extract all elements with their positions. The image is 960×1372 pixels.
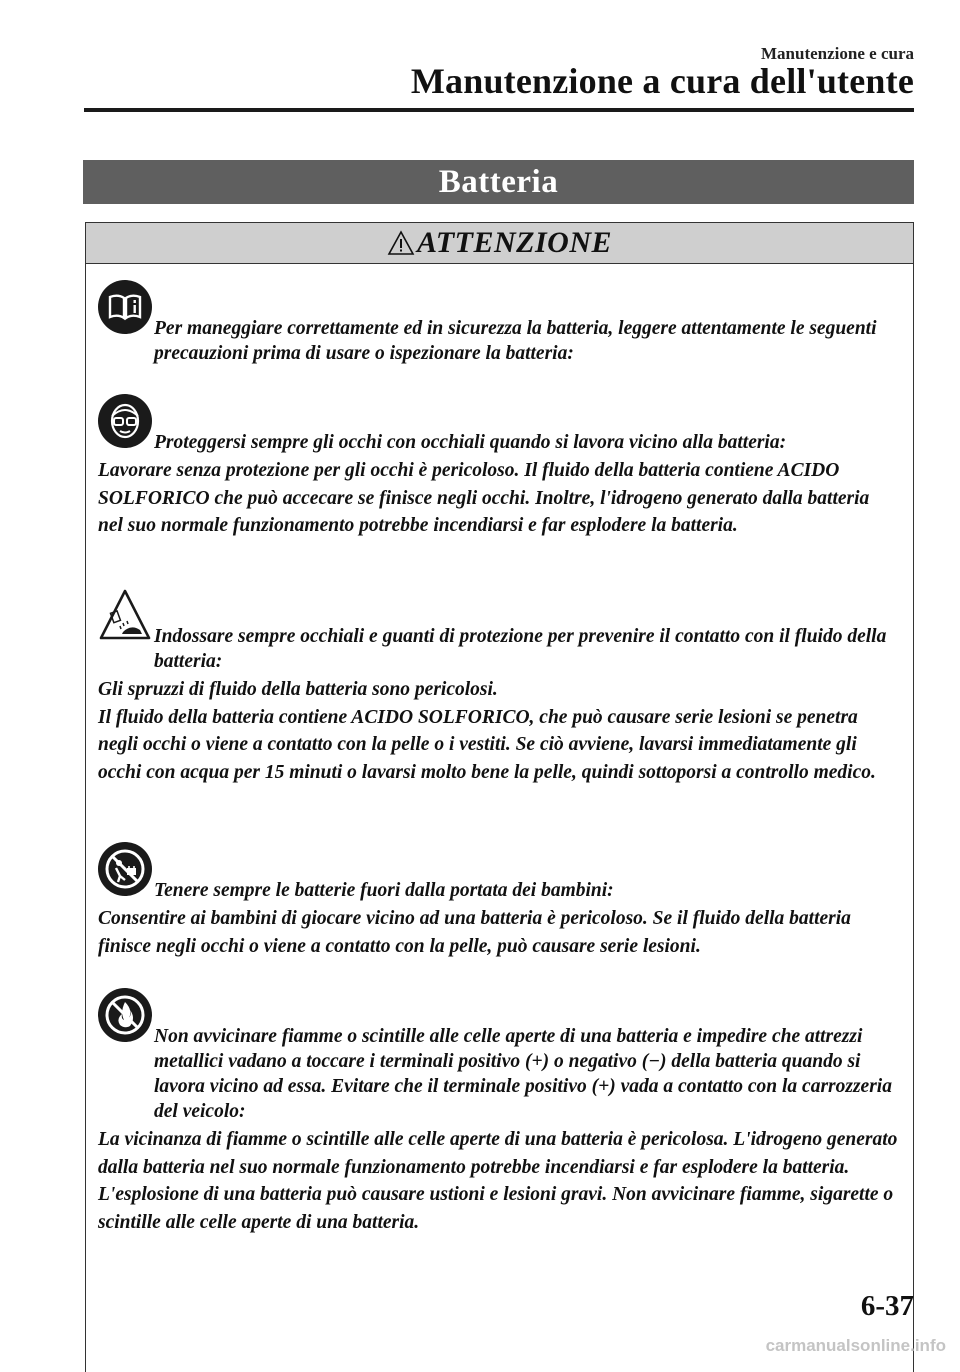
corrosive-acid-icon [98, 588, 152, 642]
keep-away-children-icon [98, 842, 152, 896]
warning-title: ATTENZIONE [416, 226, 613, 259]
warning-box [85, 222, 914, 1372]
warning-item-lead: Per maneggiare correttamente ed in sicurezza la batteria, leggere attentamente le seguenti precauzioni prima di usare o ispezionare la batteria: [154, 318, 877, 364]
warning-header [86, 222, 913, 264]
warning-item-body: Gli spruzzi di fluido della batteria sono pericolosi. Il fluido della batteria contiene ACIDO SOLFORICO, che può causare serie lesioni se penetra negli occhi o viene a contatto con la pelle o i vestiti. Se ciò avviene, lavarsi immediatamente gli occhi con acqua per 15 minuti o lavarsi molto bene la pelle, quindi sottoporsi a controllo medico. [98, 679, 876, 783]
warning-item-lead: Indossare sempre occhiali e guanti di protezione per prevenire il contatto con il fluido della batteria: [154, 626, 887, 672]
warning-item-body: Lavorare senza protezione per gli occhi è pericoloso. Il fluido della batteria contiene ACIDO SOLFORICO che può accecare se finisce negli occhi. Inoltre, l'idrogeno generato dalla batteria nel suo normale funzionamento potrebbe incendiarsi e far esplodere la batteria. [98, 460, 870, 536]
section-title-bar [83, 160, 914, 204]
warning-item-lead: Non avvicinare fiamme o scintille alle celle aperte di una batteria e impedire che attrezzi metallici vadano a toccare i terminali positivo (+) o negativo (−) della batteria quando si lavora vicino ad essa. Evitare che il terminale positivo (+) vada a contatto con la carrozzeria del veicolo: [154, 1026, 892, 1122]
warning-item-acid [98, 588, 899, 786]
page-number: 6-37 [860, 1290, 914, 1322]
warning-item-flame [98, 988, 899, 1236]
chapter-label: Manutenzione e cura [761, 44, 914, 63]
warning-item-goggles [98, 394, 899, 540]
warning-item-children [98, 842, 899, 960]
no-open-flame-icon [98, 988, 152, 1042]
watermark: carmanualsonline.info [765, 1336, 946, 1355]
warning-item-body: La vicinanza di fiamme o scintille alle celle aperte di una batteria è pericolosa. L'idrogeno generato dalla batteria nel suo normale funzionamento potrebbe incendiarsi e far esplodere la batteria. L'esplosione di una batteria può causare ustioni e lesioni gravi. Non avvicinare fiamme, sigarette o scintille alle celle aperte di una batteria. [98, 1129, 898, 1233]
warning-item-manual [98, 280, 899, 366]
safety-goggles-icon [98, 394, 152, 448]
warning-item-body: Consentire ai bambini di giocare vicino ad una batteria è pericoloso. Se il fluido della batteria finisce negli occhi o viene a contatto con la pelle, può causare serie lesioni. [98, 908, 851, 957]
warning-item-lead: Tenere sempre le batterie fuori dalla portata dei bambini: [154, 880, 614, 901]
section-title: Batteria [438, 163, 559, 200]
warning-triangle-icon [387, 230, 415, 256]
warning-item-lead: Proteggersi sempre gli occhi con occhiali quando si lavora vicino alla batteria: [154, 432, 787, 453]
header-rule [84, 108, 914, 112]
page-title: Manutenzione a cura dell'utente [410, 61, 914, 101]
manual-book-icon [98, 280, 152, 334]
